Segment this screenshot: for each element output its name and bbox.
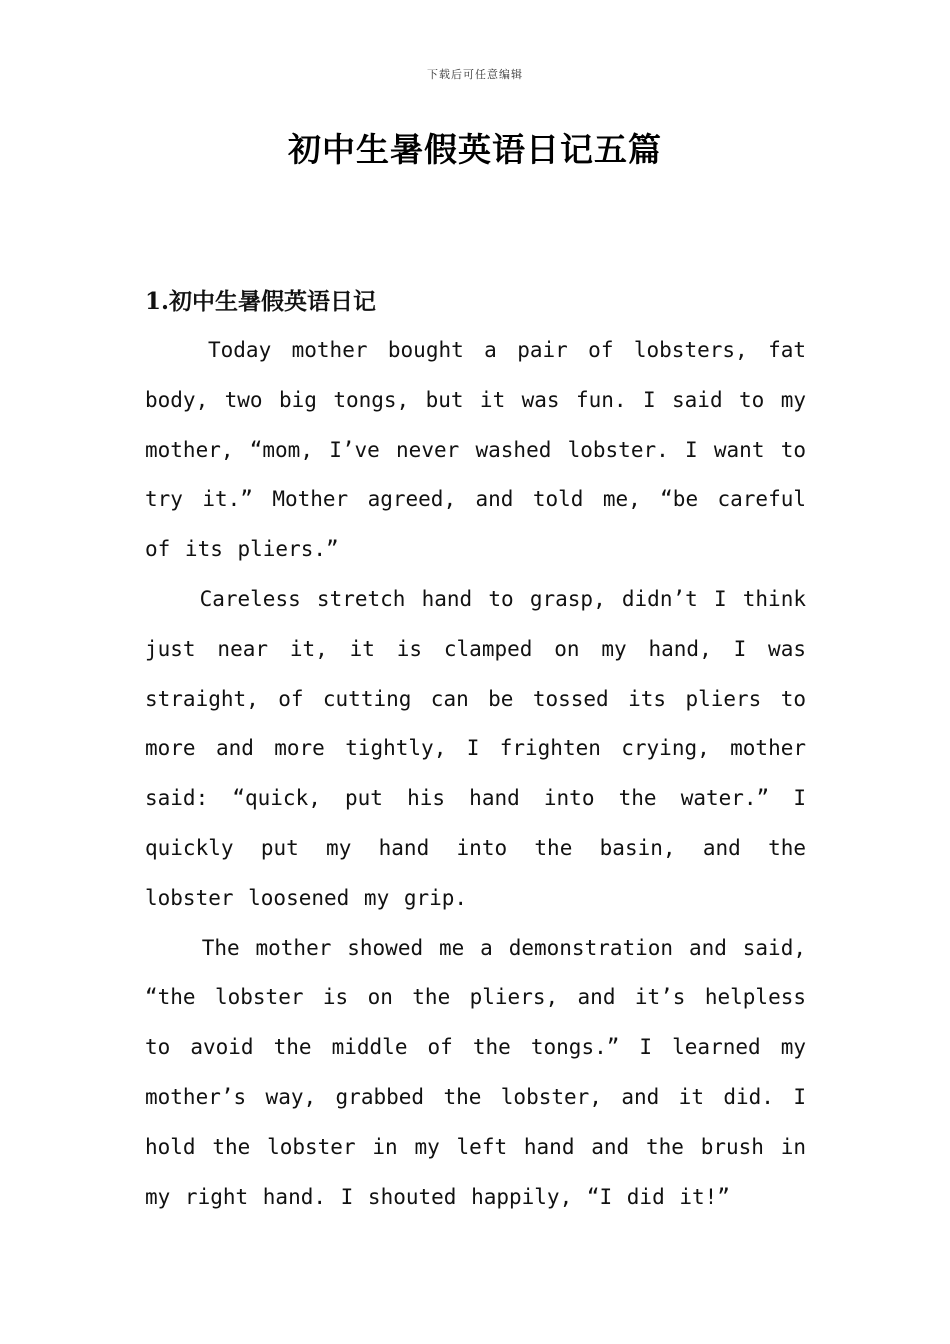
section-heading: 1.初中生暑假英语日记 bbox=[145, 288, 377, 315]
paragraph-2: Careless stretch hand to grasp, didn’t I think just near it, it is clamped on my hand, I was straight, of cutting can be tossed its pliers to more and more tightly, I frighten crying, mother said: “quick, put his hand into the water.” I quickly put my hand into the basin, and the lobster loosened my grip. bbox=[145, 586, 806, 910]
paragraph-1: Today mother bought a pair of lobsters, fat body, two big tongs, but it was fun. I said to my mother, “mom, I’ve never washed lobster. I want to try it.” Mother agreed, and told me, “be careful of its pliers.” bbox=[145, 338, 806, 562]
header-note: 下载后可任意编辑 bbox=[427, 68, 523, 81]
paragraph-3: The mother showed me a demonstration and said, “the lobster is on the pliers, and it’s helpless to avoid the middle of the tongs.” I learned my mother’s way, grabbed the lobster, and it did. I hold the lobster in my left hand and the brush in my right hand. I shouted happily, “I did it!” bbox=[145, 935, 806, 1209]
section-body bbox=[145, 326, 806, 1222]
document-title: 初中生暑假英语日记五篇 bbox=[288, 130, 662, 169]
